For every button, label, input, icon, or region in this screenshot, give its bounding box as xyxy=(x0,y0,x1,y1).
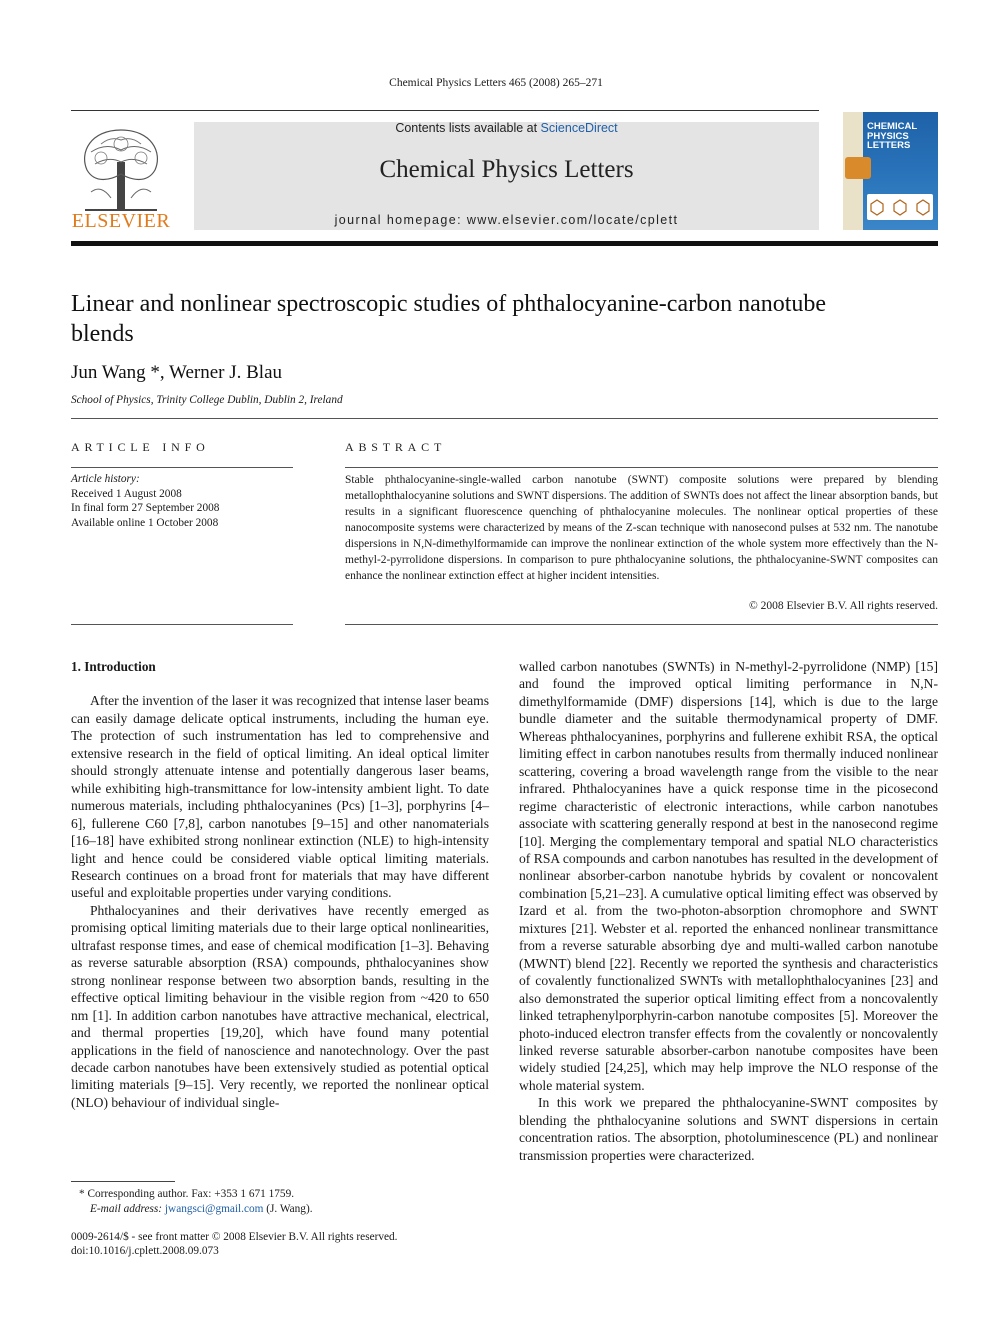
history-received: Received 1 August 2008 xyxy=(71,487,182,500)
corresponding-author-note: * Corresponding author. Fax: +353 1 671 1759. xyxy=(79,1188,295,1200)
section-heading-introduction: 1. Introduction xyxy=(71,659,156,674)
abstract-copyright: © 2008 Elsevier B.V. All rights reserved. xyxy=(749,600,938,612)
email-label: E-mail address: xyxy=(90,1202,165,1215)
abstract-label: ABSTRACT xyxy=(345,440,447,454)
heading-spacer xyxy=(71,675,489,692)
email-link[interactable]: jwangsci@gmail.com xyxy=(164,1202,264,1215)
author-affiliation: School of Physics, Trinity College Dublin, Dublin 2, Ireland xyxy=(71,394,343,406)
body-right-column xyxy=(519,658,938,1164)
cover-molecule-illustration xyxy=(867,194,933,220)
body-paragraph: walled carbon nanotubes (SWNTs) in N-methyl-2-pyrrolidone (NMP) [15] and found the improved optical limiting performance in N,N-dimethylformamide (DMF) dispersions [14], which is due to the large bundle diameter and the suitable thermodynamical property of DMF. Whereas phthalocyanines, porphyrins and fullerene exhibit RSA, the optical limiting effect in carbon nanotubes results from thermally induced nonlinear scattering, covering a broad wavelength range from the visible to the near infrared. Phthalocyanines have a quick response time in the picosecond regime characteristic of electronic interactions, while carbon nanotubes associate with scattering generally respond at best in the nanosecond regime [10]. Merging the complementary temporal and spatial NLO characteristics of RSA compounds and carbon nanotubes has resulted in the development of nonlinear absorber-carbon nanotube hybrids by covalent or noncovalent combination [5,21–23]. A cumulative optical limiting effect was observed by Izard et al. from the two-photon-absorption chromophore and SWNT mixtures [21]. Webster et al. reported the enhanced nonlinear transmittance from a reverse saturable absorbing dye and multi-walled carbon nanotube (MWNT) blend [22]. Recently we reported the synthesis and characteristics of covalently functionalized SWNTs with metallophthalocyanines [23] and also demonstrated the superior optical limiting effect from a noncovalently linked tetraphenylporphyrin-carbon nanotube composites [5]. Moreover the photo-induced electron transfer effects from the covalently or noncovalently linked reverse saturable absorber-carbon nanotube composites have been widely studied [24,25], which may help improve the NLO response of the whole material system. xyxy=(519,659,938,1093)
body-paragraph: In this work we prepared the phthalocyanine-SWNT composites by blending the phthalocyanine solutions and SWNT dispersions in certain concentration ratios. The absorption, photoluminescence (PL) and nonlinear transmission properties were characterized. xyxy=(519,1095,938,1163)
article-info-rule xyxy=(71,467,293,468)
journal-homepage[interactable]: journal homepage: www.elsevier.com/locate/cplett xyxy=(334,213,679,227)
journal-name: Chemical Physics Letters xyxy=(379,156,634,183)
contents-line xyxy=(194,121,819,135)
footnote xyxy=(71,1187,491,1216)
title-divider xyxy=(71,418,938,419)
cover-orange-block xyxy=(845,157,871,179)
body-left-column xyxy=(71,658,489,1111)
body-paragraph: Phthalocyanines and their derivatives have recently emerged as promising optical limiting materials due to their large optical nonlinearities, ultrafast response times, and ease of chemical modification [1–3]. Behaving as reverse saturable absorption (RSA) compounds, phthalocyanines show strong nonlinear response between two absorption bands, resulting in the effective optical limiting behaviour in the visible region from ~420 to 650 nm [1]. In addition carbon nanotubes have attractive mechanical, electrical, and thermal properties [19,20], which have found many potential applications in the field of nanoscience and nanotechnology. Over the past decade carbon nanotubes have been extensively studied as potential optical limiting materials [9–15]. Very recently, we reported the nonlinear optical (NLO) behaviour of individual single- xyxy=(71,902,489,1110)
article-history xyxy=(71,472,219,530)
article-authors: Jun Wang *, Werner J. Blau xyxy=(71,362,283,383)
elsevier-wordmark: ELSEVIER xyxy=(71,210,171,232)
journal-citation: Chemical Physics Letters 465 (2008) 265–271 xyxy=(389,77,603,89)
article-info-label: ARTICLE INFO xyxy=(71,440,210,454)
contents-prefix: Contents lists available at xyxy=(395,121,541,135)
abstract-text: Stable phthalocyanine-single-walled carbon nanotube (SWNT) composite solutions were prepared by blending metallophthalocyanine solutions and SWNT dispersions. The addition of SWNTs does not affect the linear absorption bands, but results in a significant fluorescence quenching of phthalocyanine molecules. The nonlinear optical properties of these nanocomposite systems were characterized by means of the Z-scan technique with nanosecond pulses at 532 nm. The nanotube dispersions in N,N-dimethylformamide can improve the nonlinear extinction of the whole system more effectively than the N-methyl-2-pyrrolidone dispersions. In comparison to pure phthalocyanine solutions, the phthalocyanine-SWNT composites can enhance the nonlinear extinction effect at higher incident intensities. xyxy=(345,474,938,582)
cover-title-line: LETTERS xyxy=(867,140,911,151)
article-identifiers xyxy=(71,1231,398,1258)
email-line xyxy=(71,1202,491,1217)
doi-line[interactable]: doi:10.1016/j.cplett.2008.09.073 xyxy=(71,1244,219,1257)
email-suffix: (J. Wang). xyxy=(263,1202,313,1215)
cover-title-line: CHEMICAL xyxy=(867,121,918,132)
abstract-rule xyxy=(345,467,938,468)
history-heading: Article history: xyxy=(71,473,140,485)
article-title: Linear and nonlinear spectroscopic studies of phthalocyanine-carbon nanotube blends xyxy=(71,291,827,347)
footnote-rule xyxy=(71,1181,175,1182)
history-online: Available online 1 October 2008 xyxy=(71,516,219,529)
cover-title xyxy=(867,122,917,151)
sciencedirect-link[interactable]: ScienceDirect xyxy=(540,121,618,135)
header-thick-rule xyxy=(71,241,938,246)
history-final-form: In final form 27 September 2008 xyxy=(71,502,220,514)
journal-cover-image xyxy=(843,112,938,230)
cover-title-line: PHYSICS xyxy=(867,130,909,142)
issn-line: 0009-2614/$ - see front matter © 2008 Elsevier B.V. All rights reserved. xyxy=(71,1231,398,1243)
abstract-bottom-rule xyxy=(345,624,938,625)
article-info-bottom-rule xyxy=(71,624,293,625)
header-divider xyxy=(71,110,819,111)
body-paragraph: After the invention of the laser it was recognized that intense laser beams can easily damage delicate optical instruments, including the human eye. The protection of such instrumentation has led to comprehensive and extensive research in the field of optical limiting. An ideal optical limiter should strongly attenuate intense and potentially dangerous laser beams, while exhibiting high-transmittance for low-intensity ambient light. To date numerous materials, including phthalocyanines (Pcs) [1–3], porphyrins [4–6], fullerene C60 [7,8], carbon nanotubes [9–15] and other nanomaterials [16–18] have exhibited strong nonlinear extinction (NLE) to high-intensity light and hence could be considered viable optical limiting materials. Research continues on a broad front for materials that may have different useful and exploitable properties under varying conditions. xyxy=(71,693,489,901)
